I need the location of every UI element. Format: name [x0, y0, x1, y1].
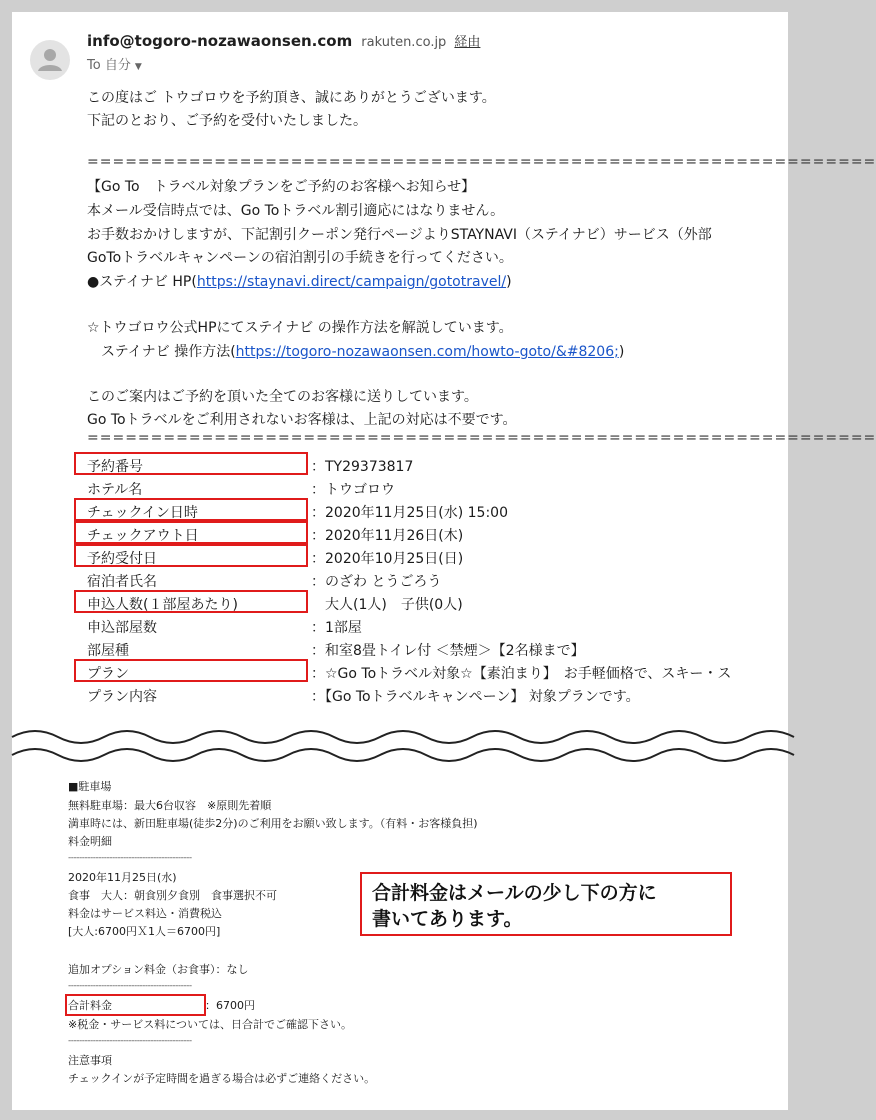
- fee-title: 料金明細: [68, 835, 112, 848]
- notice-heading: 【Go To トラベル対象プランをご予約のお客様へお知らせ】: [87, 179, 476, 195]
- howto-link[interactable]: https://togoro-nozawaonsen.com/howto-goto/&#8206;: [235, 344, 619, 360]
- separator: ==============================================================: [87, 154, 876, 170]
- howto-line: [87, 342, 624, 362]
- greeting-line-2: 下記のとおり、ご予約を受付いたしました。: [87, 113, 367, 129]
- fee-calc: [大人:6700円Ｘ1人＝6700円]: [68, 925, 221, 938]
- sender-via-link[interactable]: 経由: [454, 35, 481, 50]
- annotation-callout: [360, 872, 732, 936]
- callout-line-1: 合計料金はメールの少し下の方に: [372, 882, 657, 904]
- reservation-label: 予約受付日: [87, 551, 157, 567]
- highlight-box-plan: [74, 659, 308, 682]
- reservation-label: 申込人数(１部屋あたり): [87, 597, 238, 613]
- reservation-label: 予約番号: [87, 459, 143, 475]
- reservation-label: チェックアウト日: [87, 528, 199, 544]
- sender-email[interactable]: info@togoro-nozawaonsen.com: [87, 32, 353, 50]
- caution-line-1: チェックインが予定時間を過ぎる場合は必ずご連絡ください。: [68, 1072, 376, 1085]
- reservation-value: ：のざわ とうごろう: [311, 574, 442, 590]
- avatar[interactable]: [30, 40, 70, 80]
- parking-line-2: 満車時には、新田駐車場(徒歩2分)のご利用をお願い致します。（有料・お客様負担): [68, 817, 478, 830]
- staynavi-link[interactable]: https://staynavi.direct/campaign/gototravel/: [196, 274, 507, 290]
- caution-title: 注意事項: [68, 1054, 112, 1067]
- closing-line-2: Go Toトラベルをご利用されないお客様は、上記の対応は不要です。: [87, 412, 517, 428]
- highlight-box-reservation-number: [74, 452, 308, 475]
- parking-line-1: 無料駐車場：最大6台収容 ※原則先着順: [68, 799, 272, 812]
- dashes: ---------------------------------------------: [68, 981, 192, 991]
- reservation-value: ：2020年10月25日(日): [311, 551, 464, 567]
- fee-tax: 料金はサービス料込・消費税込: [68, 907, 222, 920]
- reservation-label: プラン内容: [87, 689, 157, 705]
- howto-intro: ☆トウゴロウ公式HPにてステイナビ の操作方法を解説しています。: [87, 320, 513, 336]
- howto-close: ): [618, 344, 625, 360]
- callout-line-2: 書いてあります。: [372, 908, 523, 930]
- notice-line-1: 本メール受信時点では、Go Toトラベル割引適応にはなりません。: [87, 203, 505, 219]
- reservation-value: ：和室8畳トイレ付 ＜禁煙＞【2名様まで】: [311, 643, 585, 659]
- highlight-box-checkout: [74, 521, 308, 544]
- reservation-label: チェックイン日時: [87, 505, 198, 521]
- wave-divider: [12, 715, 788, 775]
- reservation-value: ：1部屋: [311, 620, 362, 636]
- reservation-label: 宿泊者氏名: [87, 574, 157, 590]
- reservation-value: ：TY29373817: [311, 459, 414, 475]
- staynavi-label: ●ステイナビ HP(: [87, 274, 197, 290]
- fee-date: 2020年11月25日(水): [68, 871, 177, 884]
- email-card: [12, 12, 876, 1110]
- fee-meal: 食事 大人：朝食別夕食別 食事選択不可: [68, 889, 277, 902]
- reservation-value: ：トウゴロウ: [311, 482, 395, 498]
- sender-line: [87, 31, 480, 50]
- notice-line-3: GoToトラベルキャンペーンの宿泊割引の手続きを行ってください。: [87, 250, 513, 266]
- reservation-label: 申込部屋数: [87, 620, 157, 636]
- highlight-box-checkin: [74, 498, 308, 521]
- reservation-label: ホテル名: [87, 482, 143, 498]
- notice-line-2: お手数おかけしますが、下記割引クーポン発行ページよりSTAYNAVI（ステイナビ）サービス（外部: [87, 227, 712, 243]
- recipient-label: To 自分: [87, 58, 131, 73]
- howto-label: ステイナビ 操作方法(: [87, 344, 236, 360]
- sender-via-domain: rakuten.co.jp: [361, 35, 447, 50]
- parking-title: ■駐車場: [68, 780, 112, 793]
- reservation-value: ：2020年11月26日(木): [311, 528, 464, 544]
- reservation-value: ：【Go Toトラベルキャンペーン】 対象プランです。: [311, 689, 640, 705]
- reservation-label: プラン: [87, 666, 129, 682]
- recipient-dropdown[interactable]: [87, 54, 142, 73]
- person-icon: [30, 40, 70, 80]
- staynavi-line: [87, 272, 512, 292]
- staynavi-close: ): [506, 274, 512, 290]
- dashes: ---------------------------------------------: [68, 1036, 192, 1046]
- highlight-box-received-date: [74, 544, 308, 567]
- highlight-box-total: [65, 994, 206, 1016]
- total-value: ：6700円: [205, 999, 255, 1012]
- dashes: ---------------------------------------------: [68, 853, 192, 863]
- total-note: ※税金・サービス料については、日合計でご確認下さい。: [68, 1018, 352, 1031]
- fee-option: 追加オプション料金（お食事）：なし: [68, 963, 249, 976]
- closing-line-1: このご案内はご予約を頂いた全てのお客様に送りしています。: [87, 389, 478, 405]
- separator-2: ==============================================================: [87, 430, 876, 446]
- greeting-line-1: この度はご トウゴロウを予約頂き、誠にありがとうございます。: [87, 90, 496, 106]
- reservation-value: ：2020年11月25日(水) 15:00: [311, 505, 508, 521]
- reservation-value: 大人(1人) 子供(0人): [311, 597, 463, 613]
- reservation-label: 部屋種: [87, 643, 129, 659]
- chevron-down-icon: ▼: [134, 62, 142, 72]
- highlight-box-guests: [74, 590, 308, 613]
- total-label: 合計料金: [68, 999, 112, 1012]
- reservation-value: ：☆Go Toトラベル対象☆【素泊まり】 お手軽価格で、スキー・ス: [311, 666, 732, 682]
